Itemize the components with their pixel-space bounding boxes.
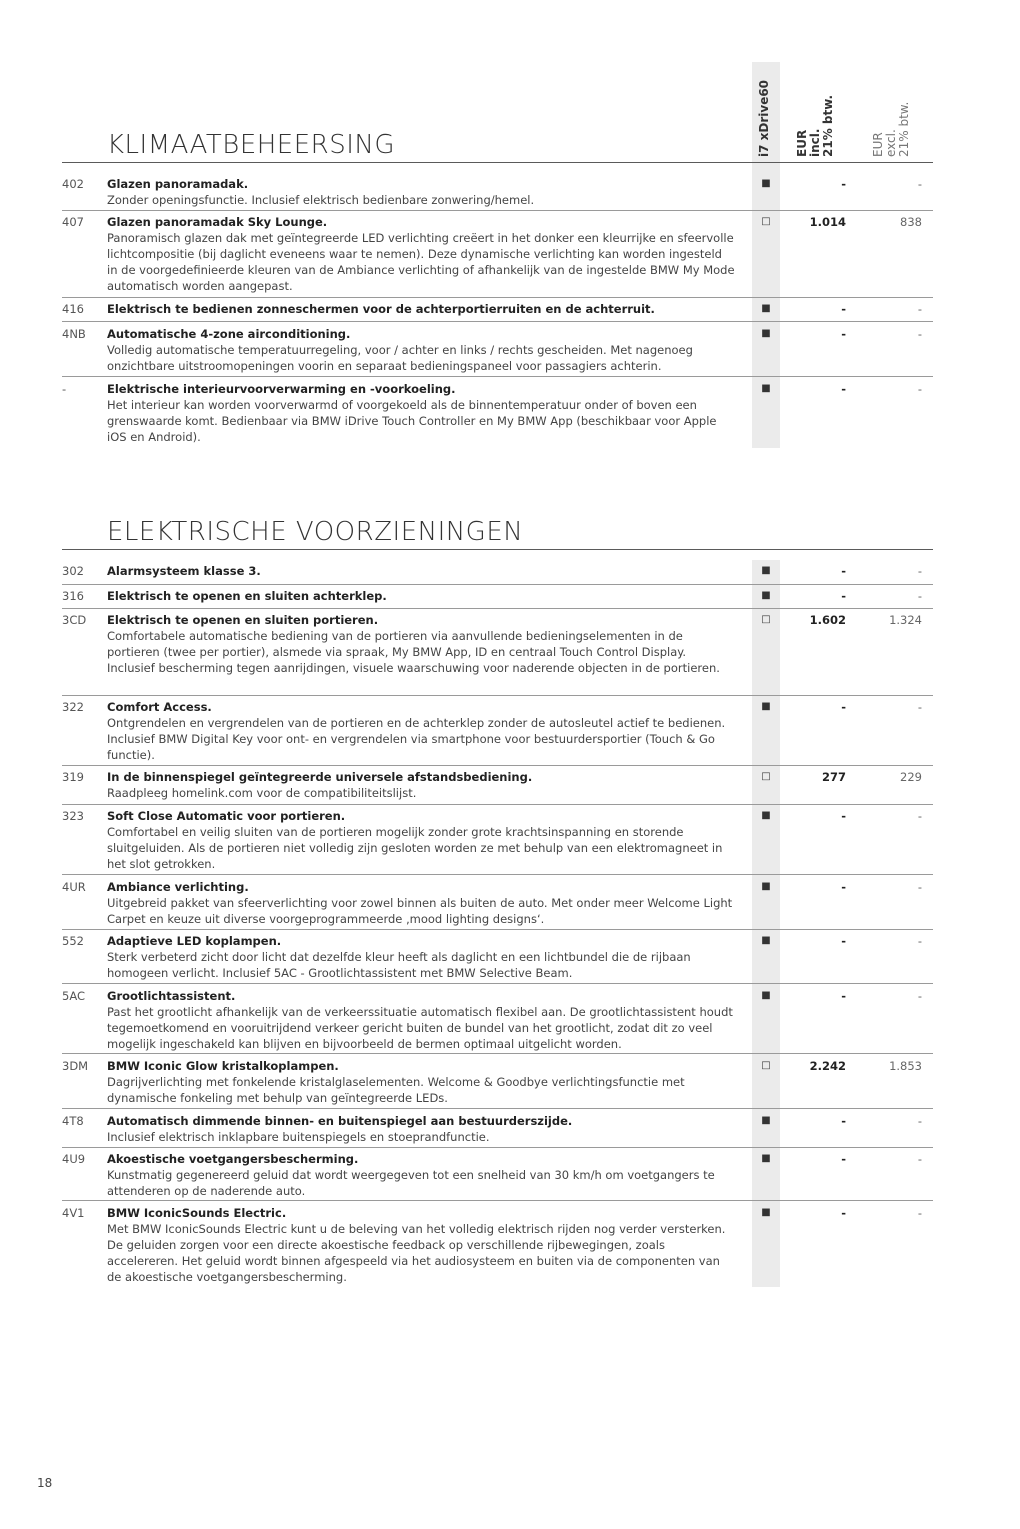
option-description: Panoramisch glazen dak met geïntegreerde LED verlichting creëert in het donker een kleurrijke en sfeervolle lichtcompositie (bij daglicht eveneens waar te nemen). Deze dynamische verlichting kan worden ingesteld in de voorgedefinieerde kleuren van de Ambiance verlichting of afhankelijk van de ingestelde BMW My Mode automatisch worden aangepast.: [107, 231, 735, 293]
option-description: Comfortabel en veilig sluiten van de portieren mogelijk zonder grote krachtsinspanning en storende sluitgeluiden. Als de portieren niet volledig zijn gesloten worden ze met behulp van een elektromagneet in het slot getrokken.: [107, 825, 723, 871]
option-description: Volledig automatische temperatuurregeling, voor / achter en links / rechts gescheiden. Met nagenoeg onzichtbare uitstroomopeningen voorin en separaat bedieningspaneel voor passagiers achterin.: [107, 343, 693, 373]
price-excl-vat: 1.853: [889, 1059, 922, 1073]
option-title: Grootlichtassistent.: [107, 989, 236, 1003]
price-incl-vat: -: [841, 1152, 846, 1166]
price-incl-vat: -: [841, 700, 846, 714]
option-title: Soft Close Automatic voor portieren.: [107, 809, 346, 823]
option-code: 4U9: [62, 1152, 86, 1166]
price-incl-vat: -: [841, 934, 846, 948]
price-excl-vat: -: [917, 1114, 922, 1128]
option-title: Elektrische interieurvoorverwarming en -voorkoeling.: [107, 382, 456, 396]
option-title: Akoestische voetgangersbescherming.: [107, 1152, 359, 1166]
price-incl-vat: 277: [821, 770, 846, 784]
price-excl-vat: -: [917, 589, 922, 603]
price-excl-vat: 838: [900, 215, 922, 229]
option-text: [107, 563, 735, 579]
row-divider: [62, 1147, 933, 1148]
option-text: [107, 381, 735, 445]
option-title: Automatische 4-zone airconditioning.: [107, 327, 351, 341]
column-header-excl: EUR excl. 21% btw.: [871, 101, 911, 157]
option-text: [107, 612, 735, 676]
option-code: 323: [62, 809, 84, 823]
availability-mark: ■: [761, 565, 771, 576]
option-description: Zonder openingsfunctie. Inclusief elektrisch bedienbare zonwering/hemel.: [107, 193, 535, 207]
price-excl-vat: -: [917, 1152, 922, 1166]
option-code: 416: [62, 302, 84, 316]
price-excl-vat: -: [917, 382, 922, 396]
option-description: Het interieur kan worden voorverwarmd of voorgekoeld als de binnentemperatuur onder of boven een grenswaarde komt. Bedienbaar via BMW iDrive Touch Controller en My BMW App (beschikbaar voor Apple iOS en Android).: [107, 398, 717, 444]
price-excl-vat: -: [917, 700, 922, 714]
option-text: [107, 1058, 735, 1106]
option-code: 322: [62, 700, 84, 714]
availability-mark: □: [761, 216, 771, 227]
column-header-model: i7 xDrive60: [757, 79, 771, 157]
option-code: 316: [62, 589, 84, 603]
option-code: 3DM: [62, 1059, 89, 1073]
availability-mark: ■: [761, 303, 771, 314]
row-divider: [62, 584, 933, 585]
option-description: Kunstmatig gegenereerd geluid dat wordt weergegeven tot een snelheid van 30 km/h om voetgangers te attenderen op de naderende auto.: [107, 1168, 715, 1198]
availability-mark: ■: [761, 1115, 771, 1126]
column-header-incl: EUR incl. 21% btw.: [795, 94, 835, 157]
price-excl-vat: -: [917, 809, 922, 823]
option-description: Sterk verbeterd zicht door licht dat dezelfde kleur heeft als daglicht en een lichtbundel die de rijbaan homogeen verlicht. Inclusief 5AC - Grootlichtassistent met BMW Selective Beam.: [107, 950, 691, 980]
model-column-bg-2: [752, 560, 780, 1287]
option-text: [107, 588, 735, 604]
price-excl-vat: -: [917, 989, 922, 1003]
option-description: Raadpleeg homelink.com voor de compatibiliteitslijst.: [107, 786, 417, 800]
price-incl-vat: -: [841, 809, 846, 823]
availability-mark: ■: [761, 990, 771, 1001]
availability-mark: ■: [761, 1153, 771, 1164]
availability-mark: □: [761, 771, 771, 782]
row-divider: [62, 608, 933, 609]
option-description: Inclusief elektrisch inklapbare buitenspiegels en stoeprandfunctie.: [107, 1130, 490, 1144]
price-excl-vat: -: [917, 327, 922, 341]
option-title: Elektrisch te openen en sluiten portieren.: [107, 613, 379, 627]
option-description: Comfortabele automatische bediening van de portieren via aanvullende bedieningselementen in de portieren (twee per portier), alsmede via spraak, My BMW App, ID en centraal Touch Control Display. Inclusief bescherming tegen aanrijdingen, visuele waarschuwing voor naderende objecten in de portieren.: [107, 629, 720, 675]
row-divider: [62, 376, 933, 377]
option-text: [107, 214, 735, 294]
option-text: [107, 326, 735, 374]
row-divider: [62, 321, 933, 322]
option-text: [107, 769, 735, 801]
price-excl-vat: -: [917, 1206, 922, 1220]
row-divider: [62, 210, 933, 211]
section-title-climate: KLIMAATBEHEERSING: [107, 130, 395, 160]
option-text: [107, 808, 735, 872]
option-code: 5AC: [62, 989, 86, 1003]
price-excl-vat: -: [917, 934, 922, 948]
option-text: [107, 301, 735, 317]
price-incl-vat: 1.014: [809, 215, 846, 229]
option-text: [107, 933, 735, 981]
price-excl-vat: -: [917, 564, 922, 578]
row-divider: [62, 1200, 933, 1201]
option-code: 407: [62, 215, 84, 229]
option-title: Glazen panoramadak.: [107, 177, 249, 191]
option-code: 3CD: [62, 613, 87, 627]
price-incl-vat: -: [841, 880, 846, 894]
option-title: BMW IconicSounds Electric.: [107, 1206, 287, 1220]
option-code: 4T8: [62, 1114, 84, 1128]
row-divider: [62, 1053, 933, 1054]
row-divider: [62, 874, 933, 875]
row-divider: [62, 983, 933, 984]
availability-mark: ■: [761, 701, 771, 712]
option-text: [107, 1205, 735, 1285]
row-divider: [62, 765, 933, 766]
option-code: 552: [62, 934, 84, 948]
price-incl-vat: -: [841, 327, 846, 341]
price-incl-vat: -: [841, 589, 846, 603]
option-code: -: [62, 382, 67, 396]
option-description: Ontgrendelen en vergrendelen van de portieren en de achterklep zonder de autosleutel actief te bedienen. Inclusief BMW Digital Key voor ont- en vergrendelen via smartphone voor bestuurdersportier (Touch & Go functie).: [107, 716, 726, 762]
availability-mark: ■: [761, 881, 771, 892]
option-description: Past het grootlicht afhankelijk van de verkeerssituatie automatisch flexibel aan. De grootlichtassistent houdt tegemoetkomend en vooruitrijdend verkeer gericht buiten de bundel van het grootlicht, zodat dit zo veel mogelijk ingeschakeld kan blijven en bijvoorbeeld de bermen optimaal uitgelicht worden.: [107, 1005, 733, 1051]
row-divider: [62, 1108, 933, 1109]
section-title-electrical: ELEKTRISCHE VOORZIENINGEN: [107, 517, 524, 547]
availability-mark: □: [761, 1060, 771, 1071]
option-code: 402: [62, 177, 84, 191]
price-incl-vat: 1.602: [809, 613, 846, 627]
price-incl-vat: 2.242: [809, 1059, 846, 1073]
price-incl-vat: -: [841, 564, 846, 578]
option-title: Glazen panoramadak Sky Lounge.: [107, 215, 328, 229]
option-code: 4V1: [62, 1206, 85, 1220]
option-text: [107, 1113, 735, 1145]
availability-mark: ■: [761, 935, 771, 946]
option-title: BMW Iconic Glow kristalkoplampen.: [107, 1059, 339, 1073]
section-divider: [62, 162, 933, 163]
option-text: [107, 879, 735, 927]
option-title: Ambiance verlichting.: [107, 880, 249, 894]
price-excl-vat: -: [917, 302, 922, 316]
price-excl-vat: -: [917, 880, 922, 894]
option-title: In de binnenspiegel geïntegreerde universele afstandsbediening.: [107, 770, 533, 784]
option-title: Comfort Access.: [107, 700, 212, 714]
price-incl-vat: -: [841, 1206, 846, 1220]
option-description: Dagrijverlichting met fonkelende kristalglaselementen. Welcome & Goodbye verlichtingsfunctie met dynamische fonkeling met behulp van geïntegreerde LEDs.: [107, 1075, 685, 1105]
price-excl-vat: 229: [900, 770, 922, 784]
availability-mark: □: [761, 614, 771, 625]
availability-mark: ■: [761, 328, 771, 339]
option-text: [107, 988, 735, 1052]
price-incl-vat: -: [841, 382, 846, 396]
availability-mark: ■: [761, 590, 771, 601]
availability-mark: ■: [761, 178, 771, 189]
section-divider: [62, 549, 933, 550]
option-text: [107, 699, 735, 763]
option-text: [107, 1151, 735, 1199]
option-code: 4UR: [62, 880, 86, 894]
price-incl-vat: -: [841, 302, 846, 316]
option-code: 4NB: [62, 327, 86, 341]
row-divider: [62, 695, 933, 696]
row-divider: [62, 929, 933, 930]
option-title: Elektrisch te bedienen zonneschermen voor de achterportierruiten en de achterruit.: [107, 302, 655, 316]
option-code: 319: [62, 770, 84, 784]
row-divider: [62, 297, 933, 298]
option-title: Elektrisch te openen en sluiten achterklep.: [107, 589, 387, 603]
price-excl-vat: 1.324: [889, 613, 922, 627]
price-incl-vat: -: [841, 989, 846, 1003]
option-title: Automatisch dimmende binnen- en buitenspiegel aan bestuurderszijde.: [107, 1114, 573, 1128]
price-incl-vat: -: [841, 177, 846, 191]
option-title: Alarmsysteem klasse 3.: [107, 564, 261, 578]
option-description: Met BMW IconicSounds Electric kunt u de beleving van het volledig elektrisch rijden nog verder versterken. De geluiden zorgen voor een directe akoestische feedback op verschillende rijbewegingen, zoals accelereren. Het geluid wordt binnen afgespeeld via het audiosysteem en buiten via de componenten van de akoestische voetgangersbescherming.: [107, 1222, 726, 1284]
price-incl-vat: -: [841, 1114, 846, 1128]
option-code: 302: [62, 564, 84, 578]
availability-mark: ■: [761, 383, 771, 394]
option-text: [107, 176, 735, 208]
row-divider: [62, 804, 933, 805]
option-title: Adaptieve LED koplampen.: [107, 934, 282, 948]
availability-mark: ■: [761, 1207, 771, 1218]
price-excl-vat: -: [917, 177, 922, 191]
availability-mark: ■: [761, 810, 771, 821]
page-number: 18: [37, 1476, 53, 1490]
option-description: Uitgebreid pakket van sfeerverlichting voor zowel binnen als buiten de auto. Met onder meer Welcome Light Carpet en keuze uit diverse voorgeprogrammeerde ‚mood lighting designs‘.: [107, 896, 733, 926]
